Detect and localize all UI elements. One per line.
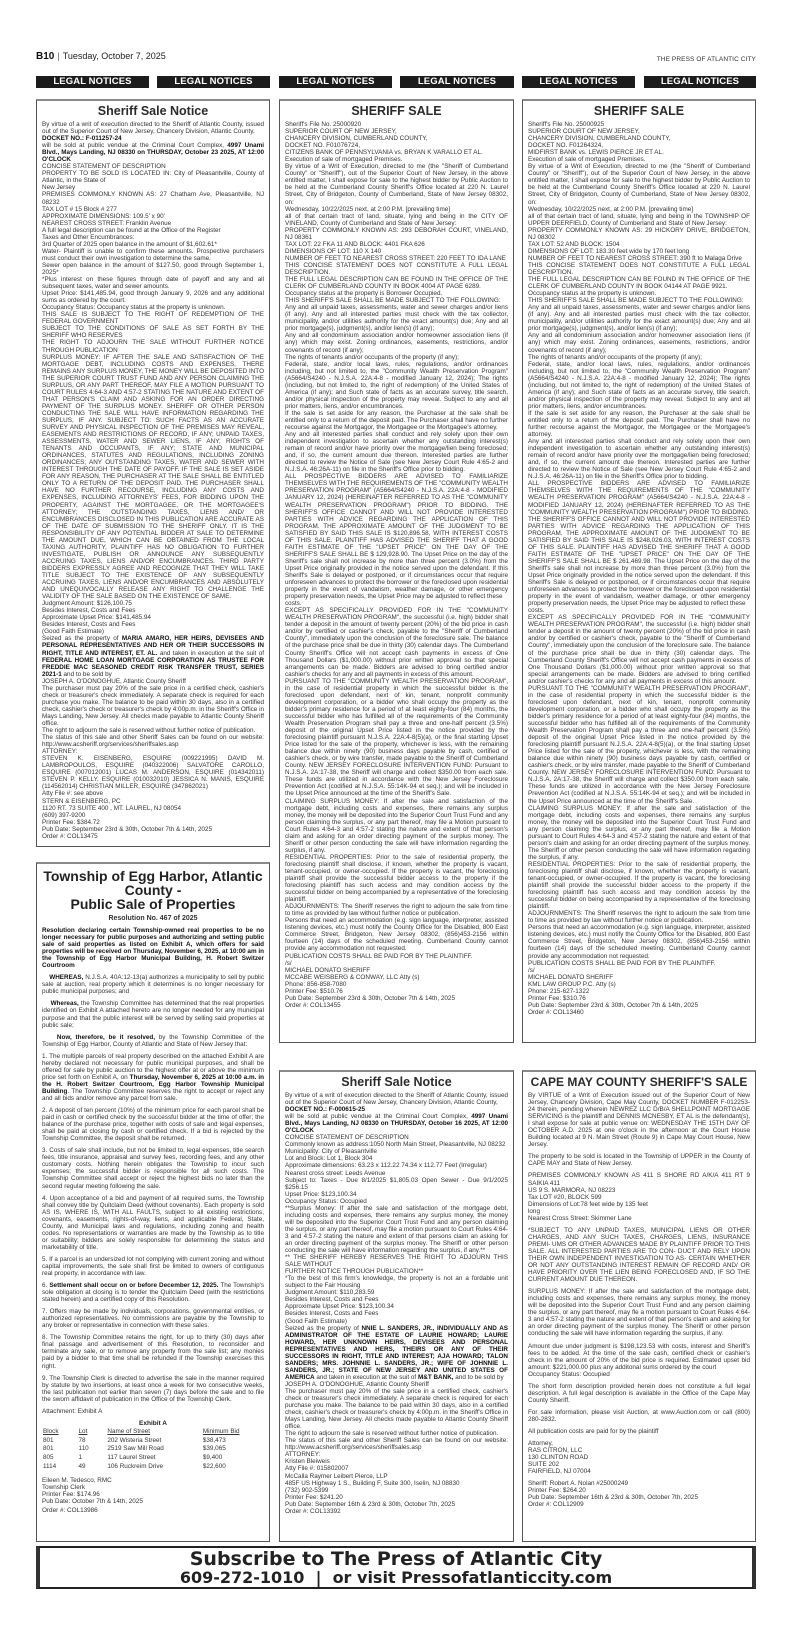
notice-paragraph: For sale information, please visit Auction, at www.Auction.com or call (800) 280-2832. [528, 1408, 750, 1423]
notice-paragraph: Upset Price: $123,100.34 [285, 1190, 357, 1198]
notice-paragraph: Phone: 215-627-1322 [528, 987, 590, 995]
notice-paragraph: PROPERTY COMMONLY KNOWN AS: 29 HICKORY DRIVE, BRIDGETON, NJ 08302 [528, 226, 750, 241]
notice-paragraph: all of that certain tract of land, situate, lying and being in the TOWNSHIP OF UPPER DEERFIELD, County of Cumberland and State of New Jersey: [528, 212, 750, 227]
exhibit-caption: Exhibit A [139, 1419, 167, 1427]
table-cell: 2519 Saw Mill Road [107, 1445, 164, 1453]
notice-paragraph: NUMBER OF FEET TO NEAREST CROSS STREET: 220 FEET TO IDA LANE [285, 254, 506, 262]
notice-paragraph: Amount due under judgment is $198,123.53 with costs, interest and Sheriff's fees to be added. At the time of the sale cash, certified check or cashier's check in the amount of 20% of the bid price is required. Estimated upset bid amount: $221,000.00 plus any additonal sums ordered by the court [528, 1342, 750, 1371]
notice-paragraph: SURPLUS MONEY: If after the sale and satisfaction of the mortgage debt, including costs and expenses, there remains any surplus money, the money will be deposited into the Superior Court Trust Fund and any person claiming the surplus, or any part thereof, may fle a motion pursuant to Court Rules 4:64-3 and 4:57-2 stating the nature and extent of that person's claim and asking for an order directing payment of the surplus money. The Sheriff or other person conducting the sale will have information regarding the surplus, if any. [528, 1288, 750, 1338]
notice-paragraph: Upset Price: $141,485.94, good through January 9, 2026 and any additional sums as ordered by the court. [42, 290, 264, 305]
notice-paragraph: EXCEPT AS SPECIFICALLY PROVIDED FOR IN THE "COMMUNITY WEALTH PRESERVATION PROGRAM", the successful (i.e. high) bidder shall tender a deposit in the amount of twenty percent (20%) of the bid price in cash and/or by certified or cashier's check, payable to the "Sheriff of Cumberland County", immediately upon the conclusion of the foreclosure sale. The balance of the purchase price shall be due in thirty (30) calendar days. The Cumberland County Sheriff's Office will not accept cash payments in excess of One Thousand Dollars ($1,000.00) without prior written approval so that special arrangements can be made. Bidders are advised to bring certified and/or cashier's checks for any and all payments in excess of this amount. [285, 607, 508, 678]
notice-paragraph: ALL PROSPECTIVE BIDDERS ARE ADVISED TO FAMILIARIZE THEMSELVES WITH THE REQUIREMENTS OF THE "COMMUNITY WEALTH PRESERVATION PROGRAM" (A5664/S4240 - N.J.S.A. 22A:4-8 - MODIFIED JANUARY 12, 2024) (HEREINAFTER REFERRED TO AS THE "COMMUNITY WEALTH PRESERVATION PROGRAM") PRIOR TO BIDDING. THE SHERIFF'S OFFICE CANNOT AND WILL NOT PROVIDE INTERESTED PARTIES WITH ADVICE REGARDING THE APPLICATION OF THIS PROGRAM. THE APPROXIMATE AMOUNT OF THE JUDGMENT TO BE SATISFIED BY SAID THIS SALE IS $248,026.03, WITH INTEREST COSTS OF THIS SALE. PLAINTIFF HAS ADVISED THE SHERIFF THAT A GOOD FAITH ESTIMATE OF THE "UPSET PRICE" ON THE DAY OF THE SHERIFF'S SALE SHALL BE $ 261,469.98. The Upset Price on the day of the Sheriff's sale shall not increase by more than three percent (3.0%) from the Upset Price originally provided in the notice served upon the defendant. If this Sheriff's Sale is delayed or postponed, or if circumstances occur that require unforeseen advances to protect the borrower or the foreclosed upon residential property in the event of vandalism, weather damage, or other emergency property preservation needs, the Upset Price may be adjusted to reflect these [528, 480, 750, 608]
notice-paragraph: Any and all condominium association and/or homeowner association liens (if any) which may exist. Zoning ordinances, easements, restrictions, and/or covenants of record (if any); [528, 332, 750, 354]
notice-paragraph: CITIZENS BANK OF PENNSYLVANIA vs. BRYAN K VARALLO ET AL. [285, 149, 483, 157]
notice-paragraph: Pub Date: September 23rd & 30th, October 7th & 14th, 2025 [42, 825, 212, 833]
notice-paragraph: Kristen Bleiweis [285, 1458, 330, 1466]
table-header-row [42, 1428, 264, 1437]
notice-paragraph: By virtue of a Writ of Execution, directed to me (the "Sheriff of Cumberland County" or "Sheriff"), out of the Superior Court of New Jersey, in the above entitled matter, I shall expose for sale to the highest bidder by Public Auction to be held at the Cumberland County Sheriff's Office located at 220 N. Laurel Street, City of Bridgeton, County of Cumberland, State of New Jersey 08302, on: [528, 163, 750, 206]
notice-paragraph: By virtue of a writ of execution directed to the Sheriff of Atlantic County, issued out of the Superior Court of New Jersey, Chancery Division, Atlantic County, [285, 1092, 508, 1107]
notice-paragraph: Wednesday, 10/22/2025 next, at 2:00 P.M. [prevailing time] [285, 205, 451, 213]
subscribe-banner[interactable] [36, 1546, 756, 1589]
notice-title-line: Township of Egg Harbor, Atlantic County - [43, 868, 263, 898]
notice-paragraph: ** THE SHERIFF HEREBY RESERVES THE RIGHT TO ADJOURN THIS SALE WITHOUT [285, 1254, 508, 1269]
notice-paragraph: Printer Fee: $510.76 [285, 987, 343, 995]
notice-paragraph: (609) 397-9200 [42, 811, 86, 819]
order-number: Order #: COL12909 [528, 1501, 584, 1509]
notice-paragraph: ADJOURNMENTS: The Sheriff reserves the right to adjourn the sale from time to time as provided by law without further notice or publication. [528, 910, 750, 925]
notice-paragraph [285, 1106, 508, 1113]
notice-paragraph: Any and all interested parties shall conduct and rely solely upon their own independent investigation to ascertain whether any outstanding interest(s) remain of record and/or have priority over the mortgage/lien being foreclosed; and, if so, the current amount due thereon. Interested parties are further directed to review the Notice of Sale (see New Jersey Court Rule 4:65-2 and N.J.S.A. 46:26A-11) on file in the Sheriff's Office prior to bidding. [285, 431, 508, 474]
notice-paragraph: *Plus interest on these figures through date of payoff and any and all subsequent taxes, water and sewer amounts. [42, 276, 264, 291]
notice-paragraph: RAS CITRON, LLC [528, 1447, 583, 1455]
clerk-title: Township Clerk [42, 1483, 86, 1491]
notice-paragraph: Besides Interest, Costs and Fees [285, 1310, 379, 1318]
notice-paragraph: Atty File #: 015802007 [285, 1465, 349, 1473]
notice-paragraph: JOSEPH A. O'DONOGHUE, Atlantic County Sheriff [285, 1380, 429, 1388]
notice-paragraph: KML LAW GROUP P.C. Atty (s) [528, 980, 616, 988]
bold-text: Resolution declaring certain Township-owned real properties to be no longer necessary for public purposes and authorizing and setting public sale of said properties as listed on Exhibit A, which offers for said properties will be received on Thursday, November 6, 2025, at 10:00 am in the Township of Egg Harbor Municipal Building, H. Robert Switzer Courtroom [42, 927, 264, 970]
notice-paragraph: CLAIMING SURPLUS MONEY: If after the sale and satisfaction of the mortgage debt, including costs and expenses, there remains any surplus money, the money will be deposited into the Superior Court Trust Fund and any person claiming the surplus, or any part thereof, may file a Motion pursuant to Court Rules 4:64-3 and 4:57-2 stating the nature and extent of that person's claim and asking for an order directing payment of the surplus money. The Sheriff or other person conducting the sale will have information regarding the surplus, if any. [528, 804, 750, 861]
notice-paragraph: The purchaser must pay 20% of the sale price in a certified check, cashier's check or treasurer's check immediately. A separate check is required for each purchase you make. The balance to be paid within 30 days, also in a certified check, cashier's check or treasurer's check by 4:00p.m. in the Sheriff's Office in Mays Landing, New Jersey. All checks made payable to Atlantic County Sheriff office. [42, 684, 265, 727]
table-cell: 110 [78, 1445, 89, 1453]
bold-text: MARIA AMARO, HER HEIRS, DEVISEES AND PERSONAL REPRESENTATIVES AND HER OR THEIR SUCCESSORS IN RIGHT, TITLE AND INTEREST, ET. AL. [42, 635, 264, 657]
notice-paragraph: Approximate Upset Price: $141,485.94 [42, 614, 151, 622]
notice-paragraph: Occupancy Status: Occupied [285, 1197, 367, 1205]
issue-date: Tuesday, October 7, 2025 [62, 51, 166, 61]
bold-text: FEDERAL HOME LOAN MORTGAGE CORPORATION AS TRUSTEE FOR FREDDIE MAC SEASONED CREDIT RISK TRANSFER TRUST, SERIES 2021-1 [42, 656, 264, 678]
table-cell: 78 [78, 1436, 86, 1444]
notice-paragraph: PUBLICATION COSTS SHALL BE PAID FOR BY THE PLAINTIFF. [285, 952, 473, 960]
notice-paragraph: Attorney, [528, 1440, 553, 1448]
notice-paragraph: Printer Fee: $264.20 [528, 1487, 586, 1495]
bold-text: Settlement shall occur on or before December 12, 2025. [49, 1282, 219, 1290]
notice-paragraph: Sheriff's File No. 25000925 [528, 121, 605, 128]
notice-paragraph: By virtue of a Writ of Execution, directed to me (the "Sheriff of Cumberland County" or "Sheriff"), out of the Superior Court of New Jersey, in the above entitled matter, I shall expose for sale to the highest bidder by Public Auction to be held at the Cumberland County Sheriff's Office located at 220 N. Laurel Street, City of Bridgeton, County of Cumberland, State of New Jersey 08302, on: [285, 163, 508, 206]
notice-title: SHERIFF SALE [593, 104, 685, 118]
column-header: Minimum Bid [202, 1427, 240, 1435]
notice-paragraph: Nearest cross street: Leeds Avenue [285, 1169, 386, 1177]
section-label: LEGAL NOTICES [36, 76, 149, 88]
table-cell: $22,600 [202, 1463, 226, 1470]
notice-title [42, 869, 264, 911]
table-cell: 1 [78, 1454, 83, 1462]
notice-paragraph: will be sold at public vendue at the Criminal Court Complex, 4997 Unami Blvd., Mays Landing, NJ 08330 on THURSDAY, October 16 2025, AT 12:00 O'CLOCK [285, 1113, 509, 1135]
notice-paragraph: Phone: 856-858-7080 [285, 980, 347, 988]
notice-paragraph: CONCISE STATEMENT OF DESCRIPTION [42, 163, 166, 171]
notice-paragraph: 130 CLINTON ROAD [528, 1454, 589, 1462]
notice-paragraph: Any and all unpaid taxes, assessments, water and sewer charges and/or liens (if any). Any and all interested parties must check with the tax collector, municipality, and/or utilities authority for the exact amount(s) due; Any and all prior mortgage(s), judgment(s), and/or lien(s) (if any); [285, 304, 508, 333]
notice-sheriff-sale-cumberland-varallo [279, 99, 514, 1043]
notice-paragraph: Water- Plaintiff is unable to confirm these amounts. Prospective purchasers must conduct their own investigation to determine the same. [42, 247, 264, 262]
table-cell: 49 [78, 1463, 86, 1470]
notice-paragraph: MCCABE WEISBERG & CONWAY, LLC Atty (s) [285, 973, 420, 981]
notice-paragraph: Sewer open balance in the amount of $127.50, good through September 1, 2025* [42, 261, 264, 276]
notice-paragraph: 4. Upon acceptance of a bid and payment of all required sums, the Township shall convey title by Quitclaim Deed (without covenants). Each property is sold AS IS, WHERE IS, WITH ALL FAULTS, subject to all existing restrictions, covenants, easements, rights-of-way, liens, and applicable Federal, State, County, and Municipal laws and regulations, including zoning and health codes. No representations or warranties are made by the Township as to title or suitability; bidders are solely responsible for determining the status and marketability of title. [42, 1194, 264, 1251]
notice-body [42, 927, 264, 1415]
notice-paragraph: Pub Date: September 23rd & 30th, October 7th & 14th, 2025 [285, 994, 455, 1002]
table-cell: 117 Laurel Street [107, 1454, 156, 1462]
notice-paragraph: JOSEPH A. O'DONOGHUE, Atlantic County Sheriff [42, 677, 186, 685]
notice-paragraph: PREMISES COMMONLY KNOWN AS 411 S SHORE RD A/K/A 411 RT 9 SAIKIA 411 [528, 1172, 750, 1187]
notice-paragraph: Besides Interest, Costs and Fees [285, 1296, 379, 1304]
table-row [42, 1463, 264, 1472]
notice-title-line: Public Sale of Properties [70, 896, 236, 912]
bold-text: DOCKET NO.: F-011257-24 [42, 135, 122, 143]
bold-text: DOCKET NO.: F-000615-25 [285, 1106, 366, 1114]
notice-paragraph: SUBJECT TO THE CONDITIONS OF SALE AS SET FORTH BY THE SHERIFF WHO RESERVES [42, 325, 264, 340]
notice-paragraph: THIS CONCISE STATEMENT DOES NOT CONSTITUTE A FULL LEGAL DESCRIPTION. [285, 261, 508, 276]
notice-paragraph: WHEREAS, N.J.S.A. 40A:12-13(a) authorizes a municipality to sell by public sale at auction, real property which it determines is no longer necessary for public municipal purposes; and [42, 974, 264, 996]
notice-paragraph: TAX LOT: 52 AND BLOCK: 1504 [528, 240, 620, 248]
notice-paragraph: ATTORNEY: [285, 1451, 321, 1459]
notice-paragraph: MICHAEL DONATO SHERIFF [285, 966, 371, 974]
notice-paragraph: The property to be sold is located in the Township of UPPER in the County of CAPE MAY and State of New Jersey. [528, 1153, 750, 1168]
notice-paragraph: STERN & EISENBERG, PC [42, 797, 121, 805]
notice-paragraph: The rights of tenants and/or occupants of the property (if any); [528, 353, 702, 361]
notice-body [42, 121, 264, 833]
notice-sheriff-sale-atlantic-sanders [279, 1070, 514, 1542]
header-divider: | [57, 51, 60, 61]
notice-paragraph: PROPERTY COMMONLY KNOWN AS: 293 DEBORAH COURT, VINELAND, NJ 08361 [285, 226, 508, 241]
notice-paragraph: SUITE 202 [528, 1461, 560, 1469]
table-row [42, 1437, 264, 1446]
notice-paragraph: Commonly known as address:1050 North Main Street, Pleasantville, NJ 08232 [285, 1141, 506, 1149]
table-cell: $38,473 [202, 1436, 226, 1444]
notice-paragraph: SUPERIOR COURT OF NEW JERSEY, [285, 128, 397, 136]
notice-paragraph: 3. Costs of sale shall include, but not be limited to, legal expenses, title search fees, title insurance, appraisal and survey fees, recording fees, and any other customary costs. Nothing herein obligates the Township to incur such expenses; the successful bidder is responsible for all such costs. The Township Committee shall accept or reject the highest bids no later than the second regular meeting following the sale. [42, 1147, 264, 1190]
order-number: Order #: COL13392 [285, 1507, 341, 1515]
notice-paragraph: PUBLICATION COSTS SHALL BE PAID FOR BY THE PLAINTIFF. [528, 959, 716, 967]
bold-text: Whereas, [50, 1000, 79, 1008]
notice-paragraph: Pub Date: September 16th & 23rd & 30th, October 7th, 2025 [528, 1494, 698, 1502]
notice-paragraph: 7. Offers may be made by individuals, corporations, governmental entities, or authorized representatives. No commissions are payable by the Township to any broker or representative in connection with these sales. [42, 1308, 264, 1330]
bold-text: 4997 Unami Blvd., Mays Landing, NJ 08330 on THURSDAY, October 23 2025, AT 12:00 O'CLOCK [42, 142, 265, 164]
notice-paragraph: PURSUANT TO THE "COMMUNITY WEALTH PRESERVATION PROGRAM", in the case of residential property in which the successful bidder is the foreclosed upon defendant, next of kin, tenant, nonprofit community development corporation, or a bidder who shall occupy the property as the bidder's primary residence for a period of at least eighty-four (84) months, the successful bidder who has fulfilled all of the requirements of the Community Wealth Preservation Program shall pay a three and one-half percent (3.5%) deposit of the original Upset Price listed in the notice provided by the foreclosing plaintiff pursuant N.J.S.A. 22A:4-8(5)(a), or the final starting Upset Price listed for the sale of the property, whichever is less, with the remaining balance due within ninety (90) business days payable by cash, certified or cashier's check, or by wire transfer, made payable to the Sheriff of Cumberland County. NEW JERSEY FORECLOSURE INTERVENTION FUND: Pursuant to N.J.S.A. 2A:17-38, the Sheriff will charge and collect $350.00 from each sale. These funds are utilized in accordance with the New Jersey Foreclosure Prevention Act (codified at N.J.S.A. 55:14K-94 et seq.); and will be included in the Upset Price announced at the time of the Sheriff's Sale. [285, 677, 508, 798]
notice-paragraph: 6. Settlement shall occur on or before December 12, 2025. The Township's sole obligation at closing is to tender the Quitclaim Deed (with the restrictions stated herein) and a certified copy of this Resolution. [42, 1282, 264, 1304]
notice-paragraph: costs. [528, 607, 545, 615]
notice-paragraph: Printer Fee: $384.72 [42, 818, 100, 826]
subscribe-headline: Subscribe to The Press of Atlantic City [189, 1548, 603, 1570]
notice-paragraph: Judgment Amount: $110,283.59 [285, 1289, 375, 1297]
table-row [42, 1454, 264, 1463]
notice-paragraph: Approximate dimensions: 63.23 x 112.22 74.34 x 112.77 Feet (Irregular) [285, 1162, 487, 1170]
table-cell: $9,400 [202, 1454, 223, 1462]
notice-paragraph: Any and all unpaid taxes, assessments, water and sewer charges and/or liens (if any). Any and all interested parties must check with the tax collector, municipality, and/or utilities authority for the exact amount(s) due; Any and all prior mortgage(s), judgment(s), and/or lien(s) (if any); [528, 304, 750, 333]
notice-footer [42, 1477, 264, 1505]
notice-paragraph: will be sold at public vendue at the Criminal Court Complex, 4997 Unami Blvd., Mays Landing, NJ 08330 on THURSDAY, October 23 2025, AT 12:00 O'CLOCK [42, 142, 265, 164]
notice-paragraph: CONCISE STATEMENT OF DESCRIPTION [285, 1134, 409, 1142]
notice-paragraph: Besides Interest, Costs and Fees [42, 607, 136, 615]
notice-paragraph: Seized as the property of NNIE L. SANDERS, JR., INDIVIDUALLY AND AS ADMINISTRATOR OF THE ESTATE OF LAURIE HOWARD; LAURIE HOWARD, HER UNKNOWN HEIRS, DEVISEES AND PERSONAL REPRESENTATIVES AND HERS, THEIRS OR ANY OF THEIR SUCCESSORS IN RIGHT, TITLE AND INTEREST; AJA HOWARD; TALON SANDERS; MRS. JOHNNIE L. SANDERS, JR.; WIFE OF JOHNNIE L. SANDERS, JR.; STATE OF NEW JERSEY AND UNITED STATES OF AMERICA and taken in execution at the suit of M&T BANK, and to be sold by [285, 1324, 509, 1381]
notice-paragraph: (Good Faith Estimate) [285, 1317, 348, 1325]
notice-paragraph: ADJOURNMENTS: The Sheriff reserves the right to adjourn the sale from time to time as provided by law without further notice or publication. [285, 903, 508, 918]
notice-paragraph: The right to adjourn the sale is reserved without further notice of publication. [42, 727, 256, 735]
notice-paragraph: CHANCERY DIVISION, CUMBERLAND COUNTY, [285, 135, 428, 143]
notice-paragraph: PREMISES COMMONLY KNOWN AS: 27 Chatham Ave, Pleasantville, NJ 08232 [42, 191, 264, 206]
notice-paragraph: *SUBJECT TO ANY UNPAID TAXES, MUNICIPAL LIENS OR OTHER CHARGES, AND ANY SUCH TAXES, CHARGES, LIENS, INSURANCE PREMI- UMS OR OTHER ADVANCES MADE BY PLAINTIFF PRIOR TO THIS SALE. ALL INTERESTED PARTIES ARE TO CON- DUCT AND RELY UPON THEIR OWN INDEPENDENT INVESTIGATION TO AS- CERTAIN WHETHER OR NOT ANY OUTSTANDING INTEREST REMAIN OF RECORD AND/ OR HAVE PRIORITY OVER THE LIEN BEING FORECLOSED AND, IF SO THE CURRENT AMOUNT DUE THEREON. [528, 1226, 750, 1284]
notice-paragraph: Taxes and Other Encumbrances: [42, 233, 135, 241]
table-cell: 106 Ruckreim Drive [107, 1463, 164, 1470]
notice-paragraph: 9. The Township Clerk is directed to advertise the sale in the manner required by statute by two insertions, at least once a week for two consecutive weeks, the last publication not earlier than seven (7) days before the sale and to file the sworn affidavit of publication in the Office of the Township Clerk. [42, 1374, 264, 1403]
bold-text: WHEREAS, [49, 974, 84, 982]
section-label: LEGAL NOTICES [157, 76, 270, 88]
notice-paragraph: THIS SHERIFF'S SALE SHALL BE MADE SUBJECT TO THE FOLLOWING: [285, 297, 501, 305]
notice-paragraph: Printer Fee: $241.20 [285, 1493, 343, 1501]
notice-paragraph: Sheriff's File No. 25000920 [285, 121, 362, 128]
notice-paragraph: DIMENSIONS OF LOT: 183.30 feet wide by 170 feet long [528, 247, 690, 255]
notice-paragraph: The rights of tenants and/or occupants of the property (if any); [285, 353, 459, 361]
notice-paragraph: (Good Faith Estimate) [42, 628, 105, 636]
notice-paragraph: SURPLUS MONEY: IF AFTER THE SALE AND SATISFACTION OF THE MORTGAGE DEBT, INCLUDING COSTS AND EXPENSES, THERE REMAINS ANY SURPLUS MONEY, THE MONEY WILL BE DEPOSITED INTO THE SUPERIOR COURT TRUST FUND AND ANY PERSON CLAIMING THE SURPLUS, OR ANY PART THEREOF, MAY FILE A MOTION PURSUANT TO COURT RULES 4:64-3 AND 4:57-2 STATING THE NATURE AND EXTENT OF THAT PERSON'S CLAIM AND ASKING FOR AN ORDER DIRECTING PAYMENT OF THE SURPLUS MONEY. SHERIFF OR OTHER PERSON CONDUCTING THE SALE WILL HAVE INFORMATION REGARDING THE SURPLUS, IF ANY. SUBJECT TO: SUCH FACTS AS AN ACCURATE SURVEY AND PHYSICAL INSPECTION OF THE PREMISES MAY REVEAL, EASEMENTS AND RESTRICTIONS OF RECORD, IF ANY; UNPAID TAXES, ASSESSMENTS, WATER AND SEWER LIENS, IF ANY; RIGHTS OF TENANTS AND OCCUPANTS, IF ANY; STATE AND MUNICIPAL ORDINANCES, STATUTES AND REGULATIONS, INCLUDING ZONING ORDINANCES; ANY OUTSTANDING TAXES, WATER AND SEWER WITH INTEREST THROUGH THE DATE OF PAYOFF. IF THE SALE IS SET ASIDE FOR ANY REASON, THE PURCHASER AT THE SALE SHALL BE ENTITLED ONLY TO A RETURN OF THE DEPOSIT PAID. THE PURCHASER SHALL HAVE NO FURTHER RECOURSE, INCLUDING ANY COSTS AND EXPENSES, INCLUDING ATTORNEYS' FEES, FOR BIDDING UPON THE PROPERTY, AGAINST THE MORTGAGEE, OR THE MORTGAGEE'S ATTORNEY; THE OUTSTANDING TAXES, LIENS AND/ OR ENCUMBRANCES DISCLOSED IN THIS PUBLICATION ARE ACCURATE AS OF THE DATE OF SUBMISSION TO THE SHERIFF ONLY. IT IS THE RESPONSIBILITY OF ANY POTENTIAL BIDDER AT SALE TO DETERMINE THE AMOUNT DUE, WHICH CAN BE OBTAINED FROM THE LOCAL TAXING AUTHORITY, PLAINTIFF HAS NO OBLIGATION TO FURTHER INVESTIGATE, PUBLISH OR ANNOUNCE ANY SUBSEQUENTLY ACCRUING TAXES, LIENS AND/OR ENCUMBRANCES. THIRD PARTY BIDDERS EXPRESSLY AGREE AND RECOGNIZE THAT THEY WILL TAKE TITLE SUBJECT TO THE EXISTENCE OF ANY SUBSEQUENTLY ACCRUING TAXES, LIENS AND/OR ENCUMBRANCES AND ABSOLUTELY AND UNEQUIVOCALLY RELEASE ANY RIGHT TO CHALLENGE THE VALIDITY OF THE SALE BASED ON THE EXISTENCE OF SAME. [42, 353, 264, 601]
notice-paragraph: DIMENSIONS OF LOT: 110 X 140 [285, 247, 382, 255]
notice-paragraph: Wednesday, 10/22/2025 next, at 2:00 P.M. [prevailing time] [528, 205, 694, 213]
notice-paragraph: 485F US Highway 1 S., Building F, Suite 300, Iselin, NJ 08830 [285, 1479, 460, 1487]
order-number: Order #: COL13460 [528, 1008, 584, 1016]
notice-paragraph: THIS SHERIFF'S SALE SHALL BE MADE SUBJECT TO THE FOLLOWING: [528, 297, 744, 305]
notice-paragraph: **Surplus Money: If after the sale and satisfaction of the mortgage debt, including costs and expenses, there remains any surplus money, the money will be deposited into the Superior Court Trust Fund and any person claiming the surplus, or any part thereof, may file a motion pursuant to Court Rules 4:64-3 and 4:57-2 stating the nature and extent of that persons claim an asking for an order directing payment of the surplus money. The Sheriff or other person conducting the sale will have information regarding the surplus, if any.** [285, 1204, 508, 1255]
notice-paragraph: A full legal description can be found at the Office of the Register [42, 226, 221, 234]
notice-paragraph [42, 135, 264, 142]
section-label: LEGAL NOTICES [644, 76, 756, 88]
notice-paragraph: Besides Interest, Costs and Fees [42, 621, 136, 629]
notice-paragraph: The status of this sale and other Sheriff Sales can be found on our website: http://www.acsheriff.org/services/sheriffsales.asp [285, 1437, 508, 1452]
notice-paragraph: /s/ [285, 959, 292, 967]
order-number: Order #: COL13475 [42, 832, 98, 840]
column-header: Lot [78, 1427, 88, 1435]
notice-paragraph: 8. The Township Committee retains the right, for up to thirty (30) days after final passage and advertisement of this Resolution, to reconsider and terminate any sale, or to remove any property from the sale list; any monies paid by a bidder to that time shall be refunded if the Township exercises this right. [42, 1334, 264, 1370]
notice-paragraph: EXCEPT AS SPECIFICALLY PROVIDED FOR IN THE "COMMUNITY WEALTH PRESERVATION PROGRAM", the successful (i.e. high) bidder shall tender a deposit in the amount of twenty percent (20%) of the bid price in cash and/or by certified or cashier's check, payable to the "Sheriff of Cumberland County", immediately upon the conclusion of the foreclosure sale. The balance of the purchase price shall be due in thirty (30) calendar days. The Cumberland County Sheriff's Office will not accept cash payments in excess of One Thousand Dollars ($1,000.00) without prior written approval so that special arrangements can be made. Bidders are advised to bring certified and/or cashier's checks for any and all payments in excess of this amount. [528, 614, 750, 685]
notice-paragraph: 1. The multiple parcels of real property described on the attached Exhibit A are hereby declared not necessary for public municipal purposes, and shall be offered for sale by public auction to the highest offer at or above the minimum price set forth on Exhibit A, on Thursday, November 6, 2025 at 10:00 a.m. in the H. Robert Switzer Courtroom, Egg Harbor Township Municipal Building. The Township Committee reserves the right to accept or reject any and all bids and/or remove any parcel from sale. [42, 1052, 265, 1102]
notice-paragraph: /s/ [528, 966, 535, 974]
bold-text: Thursday, November 6, 2025 at 10:00 a.m. in the H. Robert Switzer Courtroom, Egg Harbor Township Municipal Building [42, 1073, 265, 1095]
notice-paragraph: THE RIGHT TO ADJOURN THE SALE WITHOUT FURTHER NOTICE THROUGH PUBLICATION [42, 339, 264, 354]
notice-title: Sheriff Sale Notice [341, 1075, 452, 1089]
notice-paragraph: If the sale is set aside for any reason, the Purchaser at the sale shall be entitled only to a return of the deposit paid. The Purchaser shall have no further recourse against the Mortgagor, the Mortgagee or the Mortgagee's attorney. [285, 409, 508, 432]
notice-paragraph: 3rd Quarter of 2025 open balance in the amount of $1,602.61* [42, 240, 217, 248]
notice-paragraph: The purchaser must pay 20% of the sale price in a certified check, cashier's check or treasurer's check immediately. A separate check is required for each purchase you make. The balance to be paid within 30 days, also in a certified check, cashier's check or treasurer's check by 4:00p.m. in the Sheriff's Office in Mays Landing, New Jersey. All checks made payable to Atlantic County Sheriff office. [285, 1387, 508, 1431]
bold-text: 4997 Unami Blvd., Mays Landing, NJ 08330 on THURSDAY, October 16 2025, AT 12:00 O'CLOCK [285, 1113, 509, 1135]
notice-paragraph: TAX LOT: 22 FKA 11 AND BLOCK: 4401 FKA 626 [285, 240, 425, 248]
notice-paragraph: (732) 902-5399 [285, 1486, 329, 1494]
notice-paragraph: costs. [285, 600, 302, 608]
notice-paragraph: APPROXIMATE DIMENSIONS: 109.5' x 90' [42, 212, 165, 220]
printer-fee: Printer Fee: $174.96 [42, 1490, 100, 1498]
clerk-name: Eileen M. Tedesco, RMC [42, 1476, 112, 1484]
notice-body [285, 1092, 508, 1508]
notice-paragraph: The short form description provided herein does not constitute a full legal description. A full legal description is available in the Office of the Cape May County Sheriff. [528, 1382, 750, 1404]
notice-paragraph: Seized as the property of MARIA AMARO, HER HEIRS, DEVISEES AND PERSONAL REPRESENTATIVES AND HER OR THEIR SUCCESSORS IN RIGHT, TITLE AND INTEREST, ET. AL. and taken in execution at the suit of FEDERAL HOME LOAN MORTGAGE CORPORATION AS TRUSTEE FOR FREDDIE MAC SEASONED CREDIT RISK TRANSFER TRUST, SERIES 2021-1 and to be sold by [42, 635, 264, 678]
notice-paragraph: RESIDENTIAL PROPERTIES: Prior to the sale of residential property, the foreclosing plaintiff shall disclose, if known, whether the property is vacant, tenant-occupied, or owner-occupied. If the property is vacant, the foreclosing plaintiff shall provide the successful bidder access to the property if the foreclosing plaintiff has such access and may condition access by the successful bidder on being accompanied by a representative of the foreclosing plaintiff. [528, 860, 750, 911]
notice-paragraph: PURSUANT TO THE "COMMUNITY WEALTH PRESERVATION PROGRAM", in the case of residential property in which the successful bidder is the foreclosed upon defendant, next of kin, tenant, nonprofit community development corporation, or a bidder who shall occupy the property as the bidder's primary residence for a period of at least eighty-four (84) months, the successful bidder who has fulfilled all of the requirements of the Community Wealth Preservation Program shall pay a three and one-half percent (3.5%) deposit of the original Upset Price listed in the notice provided by the foreclosing plaintiff pursuant N.J.S.A. 22A:4-8(5)(a), or the final starting Upset Price listed for the sale of the property, whichever is less, with the remaining balance due within ninety (90) business days payable by cash, certified or cashier's check, or by wire transfer, made payable to the Sheriff of Cumberland County. NEW JERSEY FORECLOSURE INTERVENTION FUND: Pursuant to N.J.S.A. 2A:17-38, the Sheriff will charge and collect $350.00 from each sale. These funds are utilized in accordance with the New Jersey Foreclosure Prevention Act (codified at N.J.S.A. 55:14K-94 et seq.); and will be included in the Upset Price announced at the time of the Sheriff's Sale. [528, 684, 750, 805]
notice-paragraph: THE FULL LEGAL DESCRIPTION CAN BE FOUND IN THE OFFICE OF THE CLERK OF CUMBERLAND COUNTY IN BOOK 04144 AT PAGE 9921. [528, 276, 750, 291]
notice-paragraph: CLAIMING SURPLUS MONEY: If after the sale and satisfaction of the mortgage debt, including costs and expenses, there remains any surplus money, the money will be deposited into the Superior Court Trust Fund and any person claiming the surplus, or any part thereof, may file a Motion pursuant to Court Rules 4:64-3 and 4:57-2 stating the nature and extent of that person's claim and asking for an order directing payment of the surplus money. The Sheriff or other person conducting the sale will have information regarding the surplus, if any. [285, 797, 508, 854]
notice-paragraph: Dimensions of Lot:78 feet wide by 135 feet [528, 1200, 648, 1208]
notice-paragraph: US 9 S. MARMORA, NJ 08223 [528, 1186, 616, 1194]
table-cell: $39,065 [202, 1445, 226, 1453]
notice-paragraph: CHANCERY DIVISION, CUMBERLAND COUNTY, [528, 135, 671, 143]
notice-paragraph: Federal, state, and/or local laws, rules, regulations, and/or ordinances including, but not limited to, the "Community Wealth Preservation Program" (A5664/S4240 - N.J.S.A. 22A:4-8 - modified January 12, 2024); The rights (including, but not limited to, the right of redemption) of the United States of America (if any); and Such state of facts as an accurate survey, title search, and/or physical inspection of the property may reveal. Subject to any and all prior matters, liens, and/or encumbrances. [285, 360, 508, 410]
table-cell: 801 [43, 1445, 54, 1453]
notice-paragraph: 2. A deposit of ten percent (10%) of the minimum price for each parcel shall be paid in cash or certified check by the successful bidder at the time of offer; the balance of the purchase price, together with costs of sale and legal expenses, shall be paid at closing by cash or certified check. If a bid is rejected by the Township Committee, the deposit shall be returned. [42, 1107, 264, 1143]
notice-paragraph: DOCKET NO. F01076724, [285, 142, 360, 150]
notice-paragraph: Whereas, the Township Committee has determined that the real properties identified on Exhibit A attached hereto are no longer needed for any municipal purpose and that the public interest will be served by selling said properties at public sale; [42, 1000, 264, 1029]
resolution-number: Resolution No. 467 of 2025 [108, 915, 198, 922]
notice-paragraph: Persons that need an accommodation (e.g. sign language, interpreter, assisted listening devices, etc.) must notify the County Office for the Disabled, 800 East Commerce Street, Bridgeton, New Jersey 08302, (856)453-2156 within fourteen (14) days of the scheduled meeting. Cumberland County cannot provide any accommodation not requested. [285, 917, 508, 953]
notice-paragraph: If the sale is set aside for any reason, the Purchaser at the sale shall be entitled only to a return of the deposit paid. The Purchaser shall have no further recourse against the Mortgagor, the Mortgagee or the Mortgagee's attorney. [528, 409, 750, 439]
notice-paragraph: MICHAEL DONATO SHERIFF [528, 973, 614, 981]
notice-paragraph: Judgment Amount: $126,100.75 [42, 600, 132, 608]
notice-paragraph: ATTORNEY: [42, 748, 78, 756]
notice-paragraph [42, 927, 264, 969]
notice-paragraph: Occupancy status at the property is Borrower Occupied. [285, 290, 443, 298]
notice-paragraph: THIS CONCISE STATEMENT DOES NOT CONSTITUTE A FULL LEGAL DESCRIPTION. [528, 261, 750, 276]
notice-paragraph: Attachment: Exhibit A [42, 1407, 103, 1415]
table-cell: 1114 [43, 1463, 57, 1470]
table-row [42, 1445, 264, 1454]
notice-paragraph: 1120 RT. 73 SUITE 400 , MT. LAUREL, NJ 08054 [42, 804, 182, 812]
bold-text: Now, therefore, be it resolved, [56, 1033, 156, 1041]
notice-paragraph: Pub Date: September 23rd & 30th, October 7th & 14th, 2025 [528, 1001, 698, 1009]
column-header: Name of Street [107, 1427, 151, 1435]
notice-paragraph: Lot and Block: Lot 1, Block 304 [285, 1155, 373, 1163]
notice-paragraph: Municipality: City of Pleasantville [285, 1148, 378, 1156]
table-cell: 805 [43, 1454, 54, 1462]
table-cell: 202 Wisteria Street [107, 1436, 162, 1444]
bold-text: M&T BANK, [417, 1373, 454, 1381]
notice-paragraph: Occupancy status at the property is unknown. [528, 290, 657, 298]
notice-paragraph: Execution of sale of mortgaged Premises. [285, 156, 403, 164]
notice-paragraph: Any and all interested parties shall conduct and rely solely upon their own independent investigation to ascertain whether any outstanding interest(s) remain of record and/or have priority over the mortgage/lien being foreclosed; and, if so, the current amount due thereon. Interested parties are further directed to review the Notice of Sale (see New Jersey Court Rule 4:65-2 and N.J.S.A. 46:26A-11) on file in the Sheriff's Office prior to bidding. [528, 438, 750, 481]
notice-paragraph: NEAREST CROSS STREET: Franklin Avenue [42, 219, 172, 227]
notice-cape-may-sheriff-sale [522, 1070, 756, 1542]
column-header: Block [43, 1427, 59, 1435]
notice-paragraph: The right to adjourn the sale is reserved without further notice of publication. [285, 1430, 499, 1438]
notice-paragraph: STEVEN K. EISENBERG, ESQUIRE (009221995) DAVID M. LAMBROPOULOS, ESQUIRE (040322006) SALVATORE CAROLLO, ESQUIRE (007012001) LUCAS M. ANDERSON, ESQUIRE (014342011) STEVEN P. KELLY, ESQUIRE (010032010) JESSICA N. MANIS, ESQUIRE (114562014) CHRISTIAN MILLER, ESQUIRE (347862021) [42, 755, 264, 791]
notice-title: Sheriff Sale Notice [97, 104, 209, 118]
notice-paragraph: Atty File #: see above [42, 790, 104, 798]
notice-sheriff-sale-cumberland-pierce [522, 99, 756, 1043]
notice-paragraph: Persons that need an accommodation (e.g. sign language, interpreter, assisted listening devices, etc.) must notify the County Office for the Disabled, 800 East Commerce Street, Bridgeton, New Jersey 08302, (856)453-2156 within fourteen (14) days of the scheduled meeting. Cumberland County cannot provide any accommodation not requested. [528, 924, 750, 960]
notice-paragraph: THIS SALE IS SUBJECT TO THE RIGHT OF REDEMPTION OF THE FEDERAL GOVERNMENT [42, 311, 264, 326]
section-label: LEGAL NOTICES [400, 76, 514, 88]
notice-title: CAPE MAY COUNTY SHERIFF'S SALE [530, 1075, 748, 1089]
pub-date: Pub Date: October 7th & 14th, 2025 [42, 1497, 143, 1505]
page-header [36, 51, 166, 62]
notice-title: SHERIFF SALE [351, 104, 442, 118]
notice-paragraph: Execution of sale of mortgaged Premises. [528, 156, 646, 164]
newspaper-name: THE PRESS OF ATLANTIC CITY [656, 56, 756, 63]
notice-paragraph: Subject to: Taxes - Due 8/1/2025 $1,805.03 Open Sewer - Due 9/1/2025 $256.15 [285, 1176, 508, 1191]
order-number: Order #: COL13986 [42, 1506, 98, 1514]
notice-paragraph: 5. If a parcel is an undersized lot not complying with current zoning and without capital improvements, the sale shall first be limited to owners of contiguous real property, in accordance with law. [42, 1255, 264, 1278]
notice-paragraph: RESIDENTIAL PROPERTIES: Prior to the sale of residential property, the foreclosing plaintiff shall disclose, if known, whether the property is vacant, tenant-occupied, or owner-occupied. If the property is vacant, the foreclosing plaintiff shall provide the successful bidder access to the property if the foreclosing plaintiff has such access and may condition access by the successful bidder on being accompanied by a representative of the foreclosing plaintiff. [285, 853, 508, 904]
notice-paragraph: TAX LOT # 15 Block # 277 [42, 205, 117, 213]
notice-paragraph: All publication costs are paid for by the plaintiff [528, 1427, 659, 1435]
notice-paragraph: By virtue of a writ of execution directed to the Sheriff of Atlantic County, issued out of the Superior Court of New Jersey, Chancery Division, Atlantic County, [42, 121, 264, 136]
notice-paragraph: Pub Date: September 16th & 23rd & 30th, October 7th, 2025 [285, 1500, 455, 1508]
notice-paragraph: McCalla Raymer Leibert Pierce, LLP [285, 1472, 388, 1480]
notice-paragraph: MIDFIRST BANK vs. LEWIS PIERCE JR ET AL. [528, 149, 664, 157]
notice-paragraph: Printer Fee: $310.76 [528, 994, 586, 1002]
notice-egg-harbor-public-sale [36, 862, 270, 1542]
notice-paragraph: FURTHER NOTICE THROUGH PUBLICATION** [285, 1268, 424, 1276]
subscribe-contact: 609-272-1010 | or visit Pressofatlanticcity.com [179, 1568, 613, 1587]
notice-paragraph: *To the best of this firm's knowledge, the property is not an a fordable unit subject to the Fair Housing [285, 1275, 508, 1290]
notice-paragraph: ALL PROSPECTIVE BIDDERS ARE ADVISED TO FAMILIARIZE THEMSELVES WITH THE REQUIREMENTS OF THE "COMMUNITY WEALTH PRESERVATION PROGRAM" (A5664/S4240 - N.J.S.A. 22A:4-8 - MODIFIED JANUARY 12, 2024) (HEREINAFTER REFERRED TO AS THE "COMMUNITY WEALTH PRESERVATION PROGRAM") PRIOR TO BIDDING. THE SHERIFF'S OFFICE CANNOT AND WILL NOT PROVIDE INTERESTED PARTIES WITH ADVICE REGARDING THE APPLICATION OF THIS PROGRAM. THE APPROXIMATE AMOUNT OF THE JUDGMENT TO BE SATISFIED BY SAID THIS SALE IS $120,896.58, WITH INTEREST COSTS OF THIS SALE. PLAINTIFF HAS ADVISED THE SHERIFF THAT A GOOD FAITH ESTIMATE OF THE "UPSET PRICE" ON THE DAY OF THE SHERIFF'S SALE SHALL BE $ 129,928.90. The Upset Price on the day of the Sheriff's sale shall not increase by more than three percent (3.0%) from the Upset Price originally provided in the notice served upon the defendant. If this Sheriff's Sale is delayed or postponed, or if circumstances occur that require unforeseen advances to protect the borrower or the foreclosed upon residential property in the event of vandalism, weather damage, or other emergency property preservation needs, the Upset Price may be adjusted to reflect these [285, 473, 509, 601]
notice-body [285, 121, 508, 1002]
notice-paragraph: Occupancy Status: Occupancy status at the property is unknown. [42, 304, 226, 312]
notice-paragraph: Occupancy Status: Occupied [528, 1370, 610, 1378]
notice-sheriff-sale-atlantic-amaro [36, 99, 270, 847]
notice-paragraph: Federal, state, and/or local laws, rules, regulations, and/or ordinances including, but not limited to, the "Community Wealth Preservation Program" (A5664/S4240 - N.J.S.A. 22A:4-8 - modified January 12, 2024); The rights (including, but not limited to, the right of redemption) of the United States of America (if any); and Such state of facts as an accurate survey, title search, and/or physical inspection of the property may reveal. Subject to any and all prior matters, liens, and/or encumbrances. [528, 360, 750, 410]
bold-text: NNIE L. SANDERS, JR., INDIVIDUALLY AND AS ADMINISTRATOR OF THE ESTATE OF LAURIE HOWARD; LAURIE HOWARD, HER UNKNOWN HEIRS, DEVISEES AND PERSONAL REPRESENTATIVES AND HERS, THEIRS OR ANY OF THEIR SUCCESSORS IN RIGHT, TITLE AND INTEREST; AJA HOWARD; TALON SANDERS; MRS. JOHNNIE L. SANDERS, JR.; WIFE OF JOHNNIE L. SANDERS, JR.; STATE OF NEW JERSEY AND UNITED STATES OF AMERICA [285, 1324, 509, 1381]
notice-paragraph: PROPERTY TO BE SOLD IS LOCATED IN: City of Pleasantville, County of Atlantic, in the State of [42, 170, 264, 185]
notice-paragraph: long [528, 1207, 540, 1215]
notice-paragraph: Any and all condominium association and/or homeowner association liens (if any) which may exist. Zoning ordinances, easements, restrictions, and/or covenants of record (if any); [285, 332, 508, 354]
notice-body [528, 1092, 750, 1501]
notice-paragraph: By VIRTUE of a Writ of Execution issued out of the Superior Court of New Jersey, Chancery Division, Cape May County, DOCKET NUMBER F-012253-24 therein, pending wherein NEWREZ LLC D/B/A SHELLPOINT MORTGAGE SERVICING is the plaintiff and DENNIS MCNESBY, ET AL is the defendant(s), I shall expose for sale at public venue on: WEDNESDAY THE 15TH DAY OF OCTOBER A.D. 2025 at one o'clock in the afternoon at the Court House Building located at 9 N. Main Street (Route 9) in Cape May Court House, New Jersey. [528, 1092, 750, 1149]
notice-body [528, 121, 750, 1009]
section-label: LEGAL NOTICES [522, 76, 635, 88]
notice-paragraph: Tax LOT #20, BLOCK 599 [528, 1193, 602, 1201]
notice-paragraph: SUPERIOR COURT OF NEW JERSEY, [528, 128, 640, 136]
table-cell: 801 [43, 1436, 54, 1444]
page-number: B10 [36, 51, 55, 62]
notice-paragraph: New Jersey [42, 184, 76, 192]
order-number: Order #: COL13455 [285, 1001, 341, 1009]
notice-paragraph: Nearest Cross Street: Skimmer Lane [528, 1214, 632, 1222]
notice-paragraph: Approximate Upset Price: $123,100.34 [285, 1303, 394, 1311]
exhibit-a-table [42, 1428, 264, 1472]
notice-paragraph: Sheriff: Robert A. Nolan #25000249 [528, 1480, 629, 1488]
section-label: LEGAL NOTICES [279, 76, 392, 88]
notice-paragraph: NUMBER OF FEET TO NEAREST CROSS STREET: 390 ft to Malaga Drive [528, 254, 742, 262]
notice-paragraph: all of that certain tract of land, situate, lying and being in the CITY OF VINELAND, County of Cumberland and State of New Jersey: [285, 212, 508, 227]
notice-paragraph: The status of this sale and other Sheriff Sales can be found on our website: http://www.acsheriff.org/services/sheriffsales.asp [42, 734, 264, 749]
notice-paragraph: THE FULL LEGAL DESCRIPTION CAN BE FOUND IN THE OFFICE OF THE CLERK OF CUMBERLAND COUNTY IN BOOK 4004 AT PAGE 6289. [285, 276, 508, 291]
notice-paragraph: FAIRFIELD, NJ 07004 [528, 1468, 591, 1476]
notice-paragraph: DOCKET NO. F01264324, [528, 142, 603, 150]
notice-paragraph: Now, therefore, be it resolved, by the Township Committee of the Township of Egg Harbor, County of Atlantic and State of New Jersey that: [42, 1033, 264, 1048]
